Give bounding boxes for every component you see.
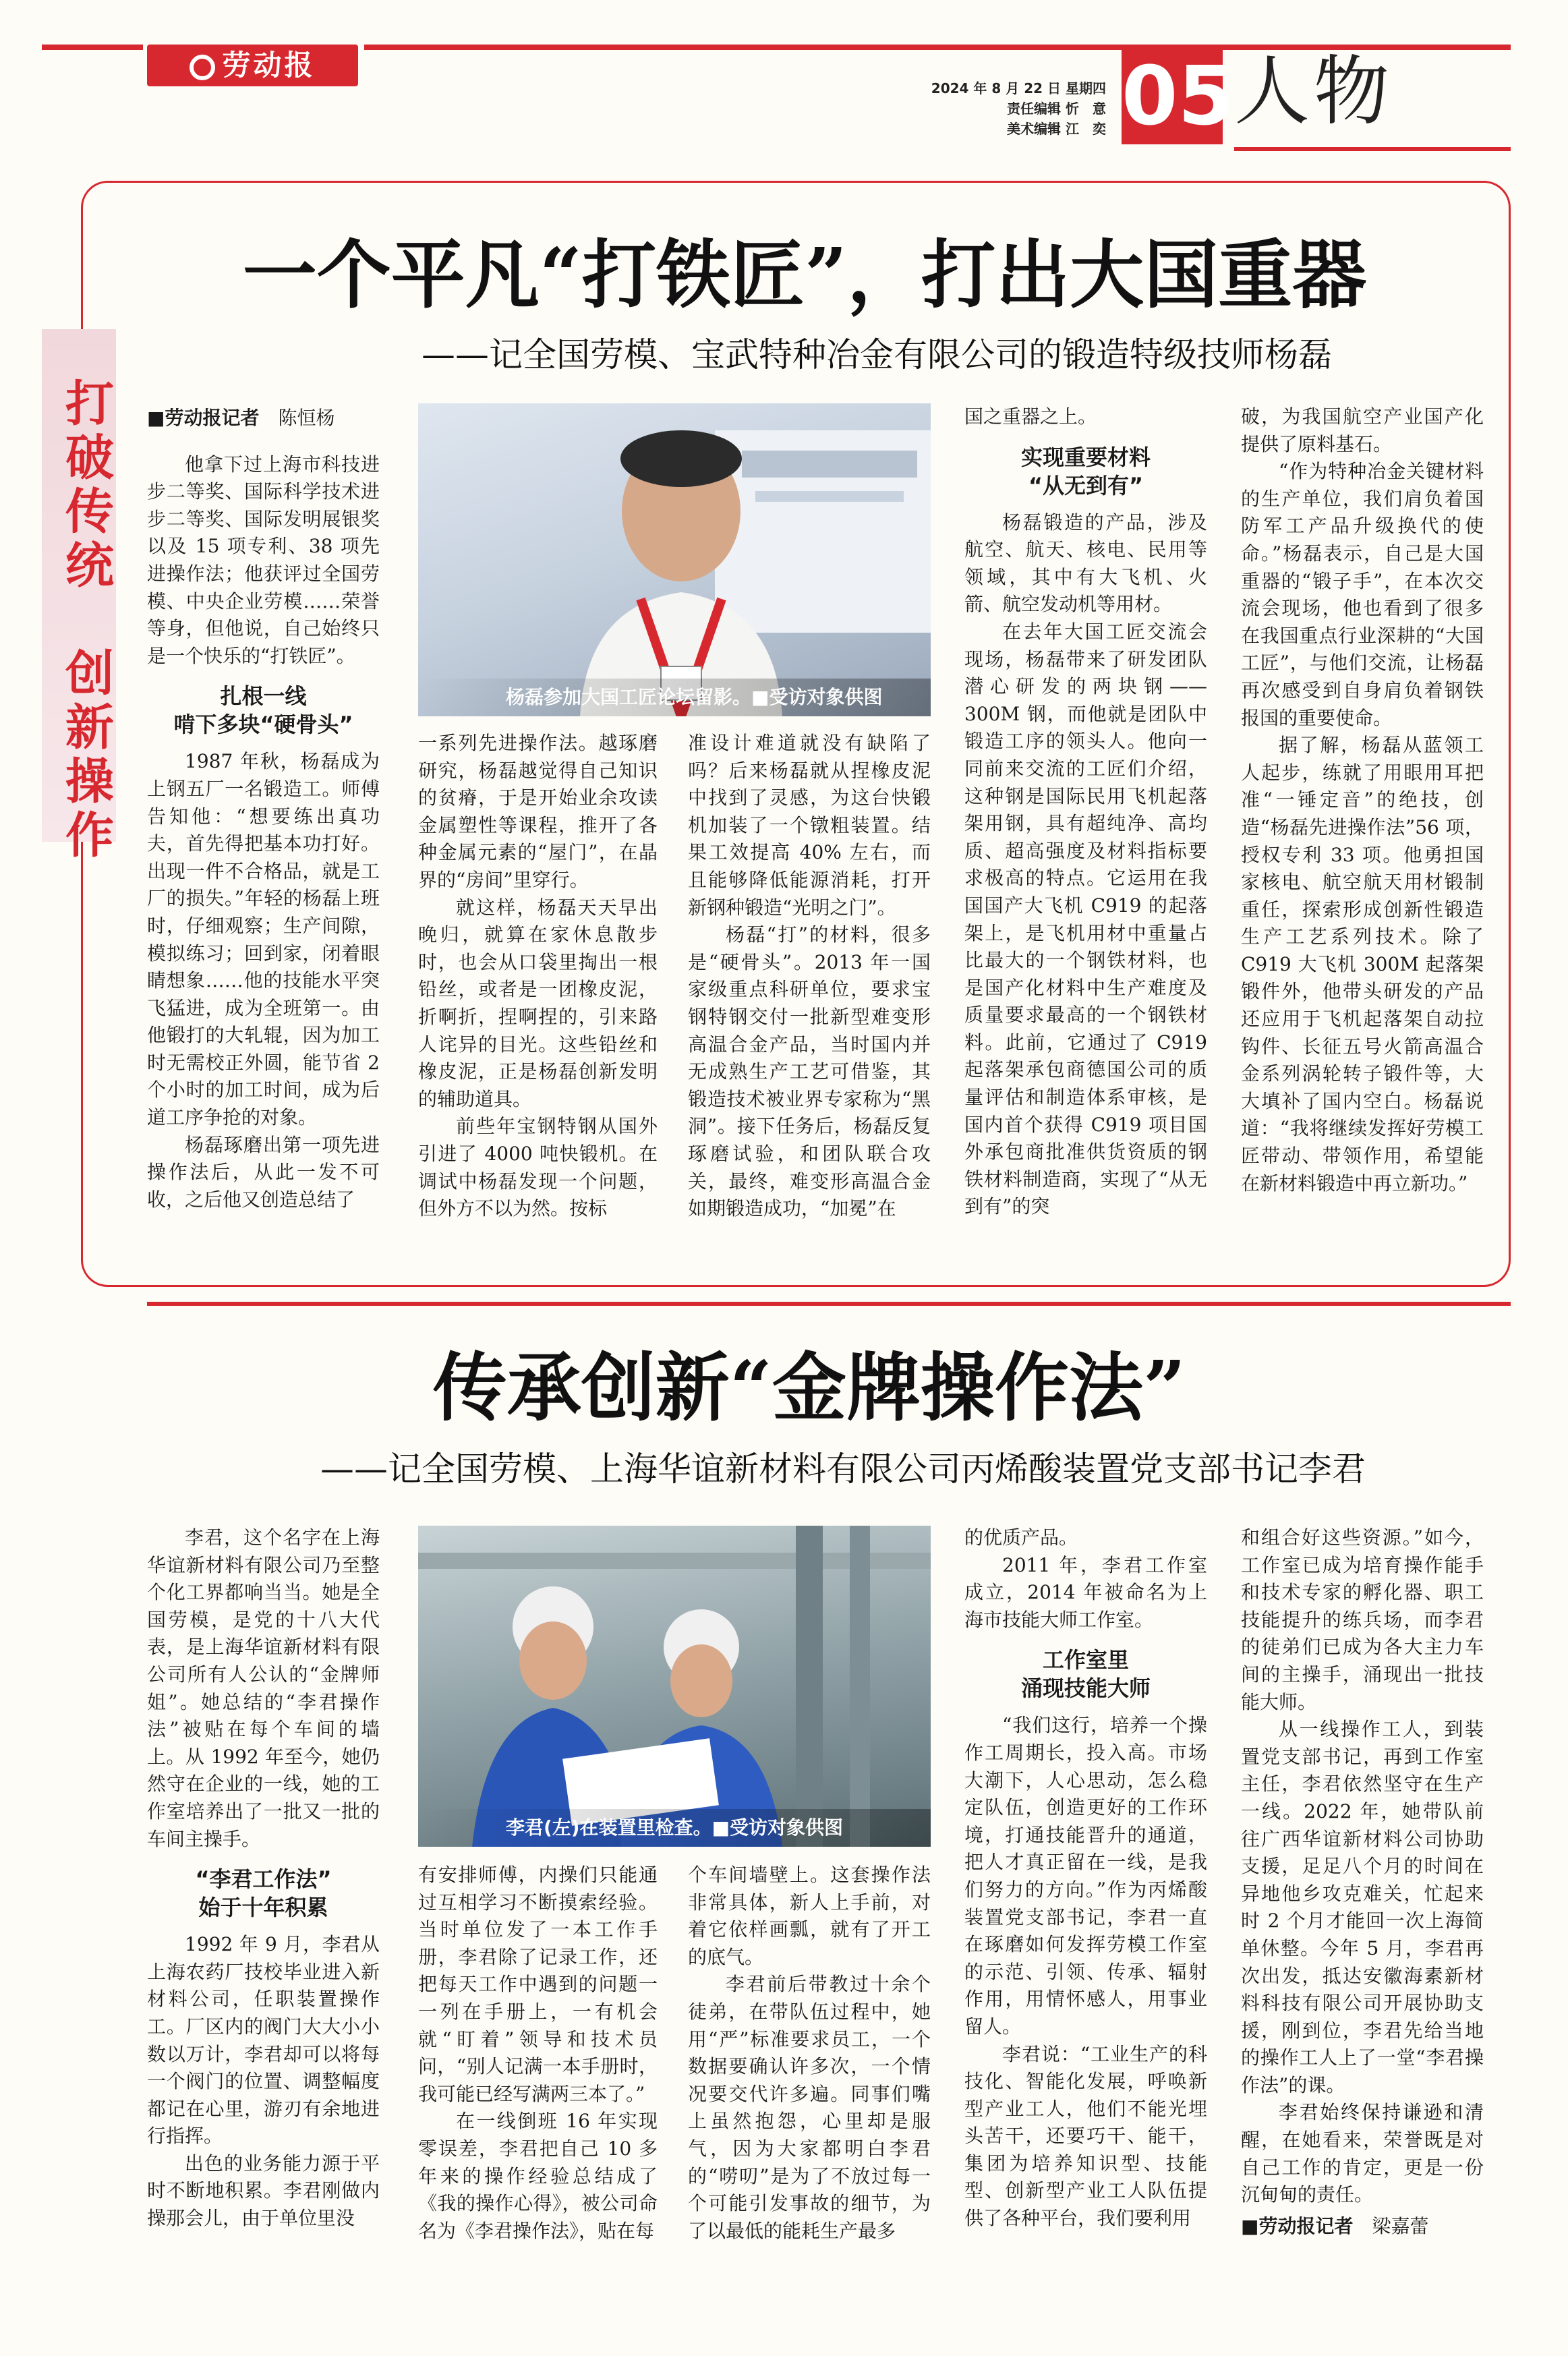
article1-headline: 一个平凡“打铁匠”，打出大国重器	[242, 231, 1367, 318]
photo-caption: 李君(左)在装置里检查。■受访对象供图	[418, 1809, 931, 1847]
article-divider	[147, 1302, 1511, 1306]
article2-col1	[147, 1524, 380, 2233]
issue-meta	[809, 78, 1106, 139]
paragraph: 在一线倒班 16 年实现零误差，李君把自己 10 多年来的操作经验总结成了《我的操作心得》，被公司命名为《李君操作法》，贴在每	[418, 2110, 658, 2242]
paragraph: 2011 年，李君工作室成立，2014 年被命名为上海市技能大师工作室。	[964, 1553, 1207, 1631]
paragraph: 的优质产品。	[964, 1526, 1078, 1549]
paragraph: 他拿下过上海市科技进步二等奖、国际科学技术进步二等奖、国际发明展银奖以及 15 项专利、38 项先进操作法；他获评过全国劳模、中央企业劳模……荣誉等身，但他说，自己始终只是一个快乐的“打铁匠”。	[147, 453, 380, 667]
article2-col2	[418, 1862, 658, 2245]
paragraph: 李君前后带教过十余个徒弟，在带队伍过程中，她用“严”标准要求员工，一个数据要确认许多次，一个情况要交代许多遍。同事们嘴上虽然抱怨，心里却是服气，因为大家都明白李君的“唠叨”是为了不放过每一个可能引发事故的细节，为了以最低的能耗生产最多	[688, 1973, 931, 2242]
byline-name: 陈恒杨	[278, 407, 335, 429]
article2-byline	[1241, 2213, 1484, 2241]
section-heading: 工作室里 涌现技能大师	[1020, 1647, 1151, 1702]
paragraph: 就这样，杨磊天天早出晚归，就算在家休息散步时，也会从口袋里掏出一根铅丝，或者是一团橡皮泥，折啊折，捏啊捏的，引来路人诧异的目光。这些铅丝和橡皮泥，正是杨磊创新发明的辅助道具。	[418, 896, 658, 1110]
paragraph: 在去年大国工匠交流会现场，杨磊带来了研发团队潜心研发的两块钢——300M 钢，而他就是团队中锻造工序的领头人。他向一同前来交流的工匠们介绍，这种钢是国际民用飞机起落架用钢，具有超纯净、高均质、超高强度及材料指标要求极高的特点。它运用在我国国产大飞机 C919 的起落架上，是飞机用材中重量占比最大的一个钢铁材料，也是国产化材料中生产难度及质量要求最高的一个钢铁材料。此前，它通过了 C919 起落架承包商德国公司的质量评估和制造体系审核，是国内首个获得 C919 项目国外承包商批准供货资质的钢铁材料制造商，实现了“从无到有”的突	[964, 620, 1207, 1218]
paragraph: 个车间墙壁上。这套操作法非常具体，新人上手前，对着它依样画瓢，就有了开工的底气。	[688, 1864, 931, 1968]
paragraph: 前些年宝钢特钢从国外引进了 4000 吨快锻机。在调试中杨磊发现一个问题，但外方不以为然。按标	[418, 1115, 658, 1220]
article2-col5	[1241, 1524, 1484, 2259]
photo-caption: 杨磊参加大国工匠论坛留影。■受访对象供图	[418, 679, 931, 716]
paragraph: 破，为我国航空产业国产化提供了原料基石。	[1241, 405, 1484, 455]
paragraph: 据了解，杨磊从蓝领工人起步，练就了用眼用耳把准“一锤定音”的绝技，创造“杨磊先进操作法”56 项，授权专利 33 项。他勇担国家核电、航空航天用材锻制重任，探索形成创新性锻造生产工艺系列技术。除了 C919 大飞机 300M 起落架锻件外，他带头研发的产品还应用于飞机起落架自动拉钩件、长征五号火箭高温合金系列涡轮转子锻件等，大大填补了国内空白。杨磊说道：“我将继续发挥好劳模工匠带动、带领作用，希望能在新材料锻造中再立新功。”	[1241, 734, 1484, 1195]
byline-name: 梁嘉蕾	[1372, 2214, 1429, 2237]
editor-line: 责任编辑 忻 意	[1007, 100, 1106, 117]
article2-subhead: ——记全国劳模、上海华谊新材料有限公司丙烯酸装置党支部书记李君	[320, 1449, 1366, 1489]
logo-mark-icon	[190, 55, 215, 80]
article1-photo	[418, 403, 931, 716]
paragraph: 国之重器之上。	[964, 405, 1097, 428]
paragraph: 准设计难道就没有缺陷了吗？后来杨磊就从捏橡皮泥中找到了灵感，为这台快锻机加装了一个镦粗装置。结果工效提高 40% 左右，而且能够降低能源消耗，打开新钢种锻造“光明之门”。	[688, 732, 931, 919]
paragraph: “我们这行，培养一个操作工周期长，投入高。市场大潮下，人心思动，怎么稳定队伍，创造更好的工作环境，打通技能晋升的通道，把人才真正留在一线，是我们努力的方向。”作为丙烯酸装置党支部书记，李君一直在琢磨如何发挥劳模工作室的示范、引领、传承、辐射作用，用情怀感人，用事业留人。	[964, 1714, 1207, 2038]
side-label: 打破传统 创新操作	[57, 378, 115, 863]
paragraph: 杨磊“打”的材料，很多是“硬骨头”。2013 年一国家级重点科研单位，要求宝钢特钢交付一批新型难变形高温合金产品，当时国内并无成熟生产工艺可借鉴，其锻造技术被业界专家称为“黑洞”。接下任务后，杨磊反复琢磨试验，和团队联合攻关，最终，难变形高温合金如期锻造成功，“加冕”在	[688, 923, 931, 1220]
workers-illustration	[418, 1526, 931, 1847]
paragraph: 一系列先进操作法。越琢磨研究，杨磊越觉得自己知识的贫瘠，于是开始业余攻读金属塑性等课程，推开了各种金属元素的“屋门”，在晶界的“房间”里穿行。	[418, 732, 658, 891]
paragraph: 李君，这个名字在上海华谊新材料有限公司乃至整个化工界都响当当。她是全国劳模，是党的十八大代表，是上海华谊新材料有限公司所有人公认的“金牌师姐”。她总结的“李君操作法”被贴在每个车间的墙上。从 1992 年至今，她仍然守在企业的一线，她的工作室培养出了一批又一批的车间主操手。	[147, 1526, 380, 1850]
article2-headline: 传承创新“金牌操作法”	[432, 1344, 1186, 1431]
paragraph: 出色的业务能力源于平时不断地积累。李君刚做内操那会儿，由于单位里没	[147, 2152, 380, 2230]
paragraph: 李君始终保持谦逊和清醒，在她看来，荣誉既是对自己工作的肯定，更是一份沉甸甸的责任。	[1241, 2101, 1484, 2206]
section-heading: “李君工作法” 始于十年积累	[195, 1866, 332, 1921]
article1-col2	[418, 730, 658, 1223]
paper-logo	[147, 45, 358, 86]
article1-col1	[147, 405, 380, 1213]
paragraph: 有安排师傅，内操们只能通过互相学习不断摸索经验。当时单位发了一本工作手册，李君除了记录工作，还把每天工作中遇到的问题一一列在手册上，一有机会就“盯着”领导和技术员问，“别人记满一本手册时，我可能已经写满两三本了。”	[418, 1864, 658, 2105]
article1-byline	[147, 405, 380, 432]
article1-col3	[688, 730, 931, 1223]
art-editor-line: 美术编辑 江 奕	[1007, 121, 1106, 137]
page-number: 05	[1122, 50, 1234, 144]
article1-col5	[1241, 403, 1484, 1197]
article2-col3	[688, 1862, 931, 2245]
article2-col4	[964, 1524, 1207, 2233]
paragraph: 杨磊琢磨出第一项先进操作法后，从此一发不可收，之后他又创造总结了	[147, 1133, 380, 1211]
article1-col4	[964, 403, 1207, 1221]
top-rule-left	[42, 45, 143, 50]
paragraph: 从一线操作工人，到装置党支部书记，再到工作室主任，李君依然坚守在生产一线。2022 年，她带队前往广西华谊新材料公司协助支援，足足八个月的时间在异地他乡攻克难关，忙起来时 2 个月才能回一次上海简单休整。今年 5 月，李君再次出发，抵达安徽海素新材料科技有限公司开展协助支援，刚到位，李君先给当地的操作工人上了一堂“李君操作法”的课。	[1241, 1718, 1484, 2096]
paragraph: “作为特种冶金关键材料的生产单位，我们肩负着国防军工产品升级换代的使命。”杨磊表示，自己是大国重器的“锻子手”，在本次交流会现场，他也看到了很多在我国重点行业深耕的“大国工匠”，与他们交流，让杨磊再次感受到自身肩负着钢铁报国的重要使命。	[1241, 460, 1484, 729]
article1-subhead: ——记全国劳模、宝武特种冶金有限公司的锻造特级技师杨磊	[422, 335, 1332, 374]
paragraph: 1992 年 9 月，李君从上海农药厂技校毕业进入新材料公司，任职装置操作工。厂区内的阀门大大小小数以万计，李君却可以将每一个阀门的位置、调整幅度都记在心里，游刃有余地进行指挥。	[147, 1933, 380, 2148]
paragraph: 杨磊锻造的产品，涉及航空、航天、核电、民用等领域，其中有大飞机、火箭、航空发动机等用材。	[964, 511, 1207, 616]
byline-label: ■劳动报记者	[147, 407, 260, 429]
section-underline	[1234, 147, 1511, 151]
paper-name: 劳动报	[222, 49, 316, 82]
paragraph: 李君说：“工业生产的科技化、智能化发展，呼唤新型产业工人，他们不能光埋头苦干，还要巧干、能干，集团为培养知识型、技能型、创新型产业工人队伍提供了各种平台，我们要利用	[964, 2042, 1207, 2230]
section-heading: 扎根一线 啃下多块“硬骨头”	[173, 683, 353, 738]
article2-photo	[418, 1526, 931, 1847]
section-title: 人物	[1234, 48, 1393, 136]
section-heading: 实现重要材料 “从无到有”	[1020, 444, 1151, 498]
paragraph: 1987 年秋，杨磊成为上钢五厂一名锻造工。师傅告知他：“想要练出真功夫，首先得把基本功打好。出现一件不合格品，就是工厂的损失。”年轻的杨磊上班时，仔细观察；生产间隙，模拟练习；回到家，闭着眼睛想象……他的技能水平突飞猛进，成为全班第一。由他锻打的大轧辊，因为加工时无需校正外圆，能节省 2 个小时的加工时间，成为后道工序争抢的对象。	[147, 750, 380, 1129]
portrait-illustration	[418, 403, 931, 716]
byline-label: ■劳动报记者	[1241, 2214, 1354, 2237]
paragraph: 和组合好这些资源。”如今，工作室已成为培育操作能手和技术专家的孵化器、职工技能提升的练兵场，而李君的徒弟们已成为各大主力车间的主操手，涌现出一批技能大师。	[1241, 1526, 1484, 1713]
date-line: 2024 年 8 月 22 日 星期四	[931, 80, 1106, 96]
